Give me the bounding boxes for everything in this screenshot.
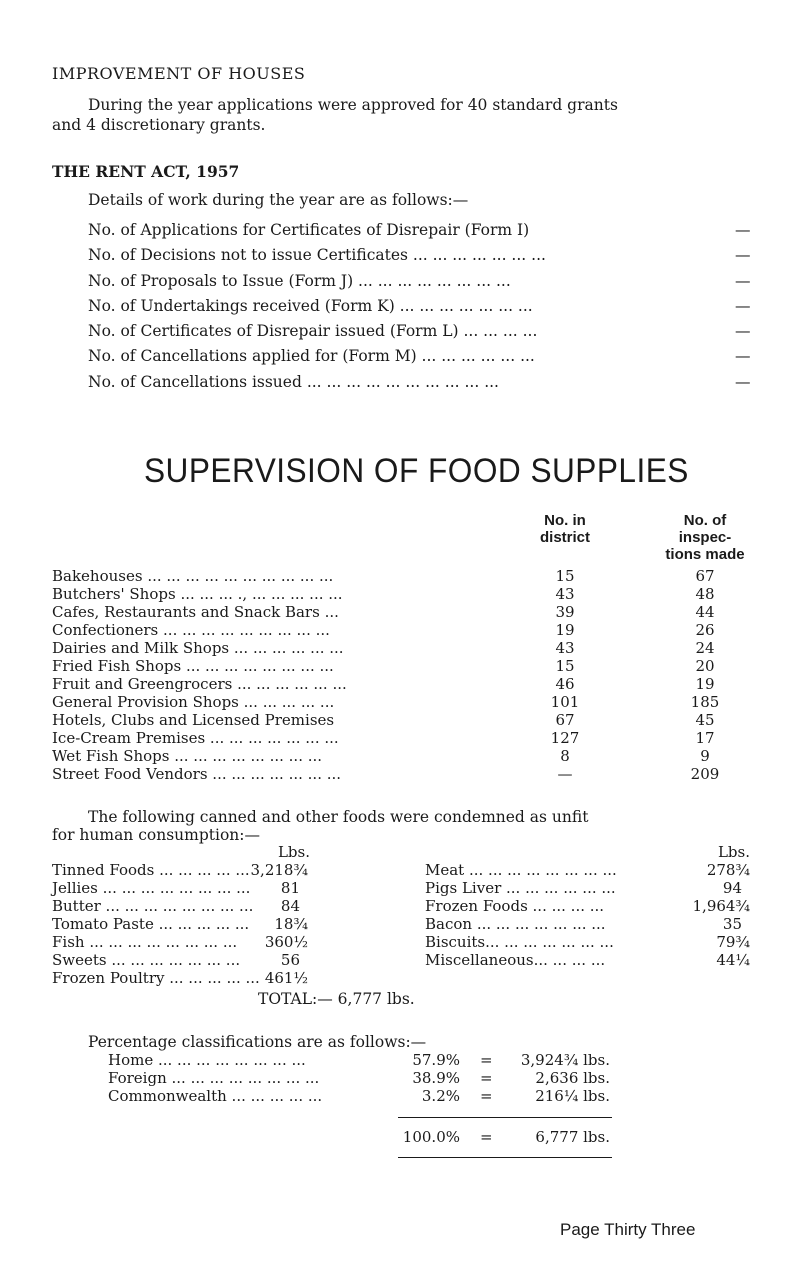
condemned-item-value: 1,964¾ xyxy=(692,897,750,915)
rent-act-item-label: No. of Decisions not to issue Certificates ... ... ... ... ... ... ... xyxy=(88,246,546,264)
condemned-item-label: Jellies ... ... ... ... ... ... ... ... xyxy=(52,879,251,897)
district-count: 39 xyxy=(555,603,575,621)
rent-act-intro: Details of work during the year are as follows:— xyxy=(88,191,469,209)
rent-act-item-value: — xyxy=(735,322,751,340)
table-row xyxy=(52,640,344,657)
condemned-item-value: 56 xyxy=(280,951,300,969)
equals-sign: = xyxy=(480,1128,493,1146)
divider-rule xyxy=(398,1117,612,1118)
condemned-item-label: Tomato Paste ... ... ... ... ... xyxy=(52,915,250,933)
table-row xyxy=(52,622,330,639)
origin-percent: 38.9% xyxy=(412,1069,460,1087)
improvement-heading: IMPROVEMENT OF HOUSES xyxy=(52,64,306,83)
condemned-item-label: Sweets ... ... ... ... ... ... ... xyxy=(52,951,241,969)
condemned-item-value: 94 xyxy=(722,879,742,897)
condemned-item-value: 44¼ xyxy=(716,951,750,969)
premises-label: General Provision Shops ... ... ... ... ... xyxy=(52,693,335,711)
rent-act-item-label: No. of Applications for Certificates of Disrepair (Form I) xyxy=(88,221,530,239)
table-row xyxy=(52,604,339,621)
inspection-count: 67 xyxy=(695,567,715,585)
district-count: 46 xyxy=(555,675,575,693)
district-count: 8 xyxy=(560,747,570,765)
divider-rule xyxy=(398,1157,612,1158)
column-header-line: tions made xyxy=(665,546,745,563)
rent-act-item-value: — xyxy=(735,221,751,239)
left-unit-header: Lbs. xyxy=(277,843,310,861)
rent-act-item-value: — xyxy=(735,246,751,264)
column-header-line: No. in xyxy=(544,512,586,529)
premises-label: Fried Fish Shops ... ... ... ... ... ... ... ... xyxy=(52,657,334,675)
inspection-count: 26 xyxy=(695,621,715,639)
origin-lbs: 3,924¾ lbs. xyxy=(520,1051,610,1069)
premises-label: Confectioners ... ... ... ... ... ... ... ... ... xyxy=(52,621,330,639)
column-header-district xyxy=(510,512,620,546)
table-row xyxy=(52,586,343,603)
condemned-item-value: 35 xyxy=(722,915,742,933)
condemned-item-label: Biscuits... ... ... ... ... ... ... xyxy=(425,933,614,951)
column-header-line: district xyxy=(539,529,590,546)
table-row xyxy=(52,676,347,693)
table-row xyxy=(52,658,334,675)
origin-label: Home ... ... ... ... ... ... ... ... xyxy=(108,1051,306,1069)
premises-label: Cafes, Restaurants and Snack Bars ... xyxy=(52,603,339,621)
origin-label: Foreign ... ... ... ... ... ... ... ... xyxy=(108,1069,320,1087)
column-header-inspections xyxy=(650,512,760,563)
condemned-intro-line-2: for human consumption:— xyxy=(52,826,260,844)
origin-percent: 57.9% xyxy=(412,1051,460,1069)
condemned-intro-line-1: The following canned and other foods were condemned as unfit xyxy=(88,808,589,826)
condemned-item-label: Frozen Foods ... ... ... ... xyxy=(425,897,605,915)
condemned-item-value: 3,218¾ xyxy=(250,861,308,879)
condemned-item-label: Tinned Foods ... ... ... ... ... xyxy=(52,861,250,879)
page-number: Page Thirty Three xyxy=(560,1220,696,1239)
rent-act-item-value: — xyxy=(735,272,751,290)
inspection-count: 24 xyxy=(695,639,715,657)
rent-act-item-label: No. of Cancellations applied for (Form M) ... ... ... ... ... ... xyxy=(88,347,535,365)
origin-lbs: 216¼ lbs. xyxy=(535,1087,610,1105)
inspection-count: 48 xyxy=(695,585,715,603)
district-count: — xyxy=(557,765,573,783)
rent-act-item-value: — xyxy=(735,347,751,365)
rent-act-item-label: No. of Cancellations issued ... ... ... ... ... ... ... ... ... ... xyxy=(88,373,499,391)
rent-act-item-label: No. of Certificates of Disrepair issued (Form L) ... ... ... ... xyxy=(88,322,538,340)
rent-act-item-value: — xyxy=(735,373,751,391)
premises-label: Wet Fish Shops ... ... ... ... ... ... ... ... xyxy=(52,747,323,765)
total-lbs: 6,777 lbs. xyxy=(535,1128,610,1146)
column-header-line: No. of xyxy=(683,512,727,529)
inspection-count: 44 xyxy=(695,603,715,621)
inspection-count: 45 xyxy=(695,711,715,729)
district-count: 43 xyxy=(555,585,575,603)
condemned-item-label: Butter ... ... ... ... ... ... ... ... xyxy=(52,897,254,915)
inspection-count: 209 xyxy=(690,765,720,783)
total-percent: 100.0% xyxy=(402,1128,460,1146)
premises-label: Street Food Vendors ... ... ... ... ... ... ... xyxy=(52,765,342,783)
equals-sign: = xyxy=(480,1069,493,1087)
premises-label: Dairies and Milk Shops ... ... ... ... ... ... xyxy=(52,639,344,657)
improvement-paragraph-line-2: and 4 discretionary grants. xyxy=(52,116,266,134)
inspection-count: 17 xyxy=(695,729,715,747)
table-row xyxy=(52,694,334,711)
column-header-line: inspec- xyxy=(678,529,732,546)
district-count: 67 xyxy=(555,711,575,729)
premises-label: Butchers' Shops ... ... ... ., ... ... ... ... ... xyxy=(52,585,343,603)
improvement-paragraph-line-1: During the year applications were approved for 40 standard grants xyxy=(88,96,618,114)
inspection-count: 19 xyxy=(695,675,715,693)
table-row xyxy=(52,568,333,585)
district-count: 15 xyxy=(555,567,575,585)
condemned-item-value: 278¾ xyxy=(706,861,750,879)
district-count: 19 xyxy=(555,621,575,639)
condemned-item-value: 84 xyxy=(280,897,300,915)
condemned-item-label: Bacon ... ... ... ... ... ... ... xyxy=(425,915,606,933)
origin-label: Commonwealth ... ... ... ... ... xyxy=(108,1087,323,1105)
inspection-count: 185 xyxy=(690,693,720,711)
district-count: 43 xyxy=(555,639,575,657)
district-count: 127 xyxy=(550,729,580,747)
condemned-item-label: Meat ... ... ... ... ... ... ... ... xyxy=(425,861,617,879)
equals-sign: = xyxy=(480,1087,493,1105)
premises-label: Fruit and Greengrocers ... ... ... ... ... ... xyxy=(52,675,347,693)
district-count: 15 xyxy=(555,657,575,675)
table-row xyxy=(52,712,334,729)
inspection-count: 20 xyxy=(695,657,715,675)
premises-label: Ice-Cream Premises ... ... ... ... ... ... ... xyxy=(52,729,339,747)
rent-act-item-value: — xyxy=(735,297,751,315)
percentages-intro: Percentage classifications are as follows:— xyxy=(88,1033,427,1051)
condemned-total: TOTAL:— 6,777 lbs. xyxy=(258,990,415,1008)
rent-act-item-label: No. of Undertakings received (Form K) ... ... ... ... ... ... ... xyxy=(88,297,533,315)
origin-percent: 3.2% xyxy=(421,1087,460,1105)
table-row xyxy=(52,766,341,783)
condemned-item-value: 461½ xyxy=(264,969,308,987)
origin-lbs: 2,636 lbs. xyxy=(535,1069,610,1087)
condemned-item-value: 81 xyxy=(280,879,300,897)
condemned-item-value: 360½ xyxy=(264,933,308,951)
condemned-item-label: Frozen Poultry ... ... ... ... ... xyxy=(52,969,260,987)
condemned-item-value: 79¾ xyxy=(716,933,750,951)
table-row xyxy=(52,730,339,747)
inspection-count: 9 xyxy=(700,747,710,765)
right-unit-header: Lbs. xyxy=(717,843,750,861)
equals-sign: = xyxy=(480,1051,493,1069)
premises-label: Hotels, Clubs and Licensed Premises xyxy=(52,711,335,729)
condemned-item-label: Miscellaneous... ... ... ... xyxy=(425,951,606,969)
district-count: 101 xyxy=(550,693,580,711)
food-supplies-title: SUPERVISION OF FOOD SUPPLIES xyxy=(144,452,689,490)
condemned-item-label: Pigs Liver ... ... ... ... ... ... xyxy=(425,879,616,897)
premises-label: Bakehouses ... ... ... ... ... ... ... ... ... ... xyxy=(52,567,334,585)
rent-act-item-label: No. of Proposals to Issue (Form J) ... ... ... ... ... ... ... ... xyxy=(88,272,511,290)
condemned-item-label: Fish ... ... ... ... ... ... ... ... xyxy=(52,933,238,951)
rent-act-heading: THE RENT ACT, 1957 xyxy=(52,162,240,181)
table-row xyxy=(52,748,322,765)
condemned-item-value: 18¾ xyxy=(274,915,308,933)
